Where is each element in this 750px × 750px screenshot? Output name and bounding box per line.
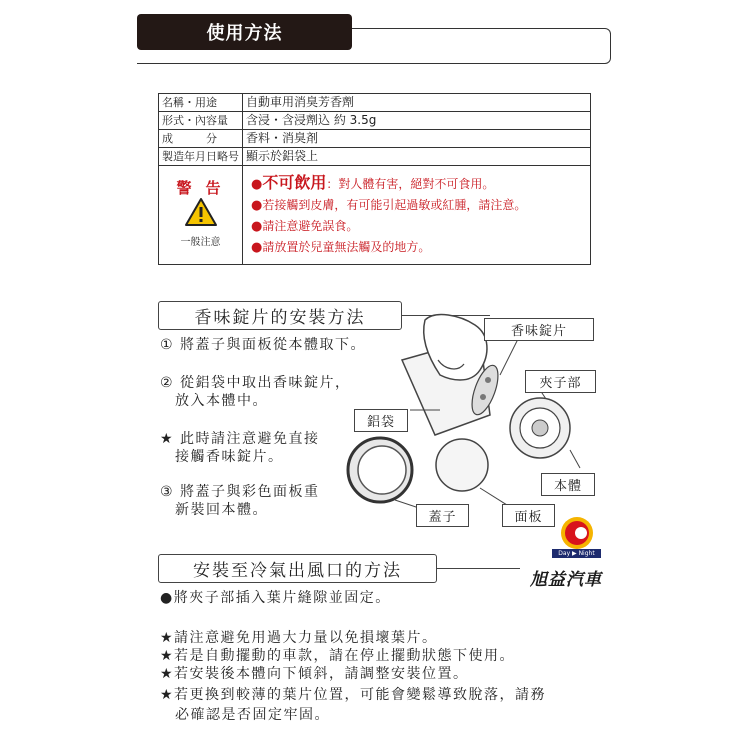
bullet-icon: ● xyxy=(251,240,263,255)
warning-header-cell xyxy=(159,166,243,265)
warning-list xyxy=(243,166,591,265)
install-step: ★ 此時請注意避免直接 xyxy=(160,431,320,447)
vent-note: ★若安裝後本體向下傾斜，請調整安裝位置。 xyxy=(160,666,469,682)
install-section-title: 香味錠片的安裝方法 xyxy=(158,301,402,330)
brand-name: 旭益汽車 xyxy=(530,570,602,590)
warning-text: 請注意避免誤食。 xyxy=(262,219,359,233)
info-key: 製造年月日略号 xyxy=(159,148,243,166)
install-step: 放入本體中。 xyxy=(175,393,268,409)
warning-text: ：對人體有害，絕對不可食用。 xyxy=(326,177,495,191)
install-step: ② 從鋁袋中取出香味錠片， xyxy=(160,375,351,391)
bullet-icon: ● xyxy=(251,177,263,192)
vent-note: ★請注意避免用過大力量以免損壞葉片。 xyxy=(160,630,438,646)
label-cap: 蓋子 xyxy=(416,504,469,527)
label-tablet: 香味錠片 xyxy=(484,318,594,341)
section-rule xyxy=(435,568,520,569)
page-title: 使用方法 xyxy=(137,14,352,50)
label-bag: 鋁袋 xyxy=(354,409,408,432)
vent-note: ★若更換到較薄的葉片位置，可能會變鬆導致脫落，請務 xyxy=(160,687,547,703)
warning-strong: 不可飲用 xyxy=(262,173,327,192)
table-row xyxy=(159,148,591,166)
info-value: 含浸・含浸劑込 約 3.5g xyxy=(243,112,591,130)
info-key: 成 分 xyxy=(159,130,243,148)
info-value: 香料・消臭剤 xyxy=(243,130,591,148)
table-row xyxy=(159,112,591,130)
table-row xyxy=(159,130,591,148)
install-step: 新裝回本體。 xyxy=(175,502,268,518)
warning-item xyxy=(251,172,582,195)
brand-logo-icon xyxy=(560,516,594,550)
warning-subtitle: 一般注意 xyxy=(180,236,221,248)
product-info-table xyxy=(158,93,591,265)
bullet-icon: ● xyxy=(251,198,263,213)
vent-step: ●將夾子部插入葉片縫隙並固定。 xyxy=(160,590,391,606)
info-value: 自動車用消臭芳香劑 xyxy=(243,94,591,112)
vent-section-title: 安裝至冷氣出風口的方法 xyxy=(158,554,437,583)
info-key: 名稱・用途 xyxy=(159,94,243,112)
warning-text: 請放置於兒童無法觸及的地方。 xyxy=(262,240,431,254)
label-body: 本體 xyxy=(541,473,595,496)
warning-title: 警告 xyxy=(176,178,235,197)
vent-note: 必確認是否固定牢固。 xyxy=(175,707,330,723)
warning-triangle-icon xyxy=(184,197,218,227)
warning-item xyxy=(251,237,582,258)
info-key: 形式・內容量 xyxy=(159,112,243,130)
vent-note: ★若是自動擺動的車款，請在停止擺動狀態下使用。 xyxy=(160,648,516,664)
panel-icon xyxy=(436,439,488,491)
bullet-icon: ● xyxy=(251,219,263,234)
label-clip: 夾子部 xyxy=(525,370,596,393)
warning-item xyxy=(251,195,582,216)
install-step: ① 將蓋子與面板從本體取下。 xyxy=(160,337,367,353)
install-step: ③ 將蓋子與彩色面板重 xyxy=(160,484,320,500)
info-value: 顯示於鋁袋上 xyxy=(243,148,591,166)
label-panel: 面板 xyxy=(502,504,555,527)
table-row xyxy=(159,94,591,112)
warning-item xyxy=(251,216,582,237)
warning-row xyxy=(159,166,591,265)
install-step: 接觸香味錠片。 xyxy=(175,449,284,465)
brand-badge: Day ▶ Night xyxy=(552,549,601,558)
warning-text: 若接觸到皮膚，有可能引起過敏或紅腫，請注意。 xyxy=(262,198,527,212)
